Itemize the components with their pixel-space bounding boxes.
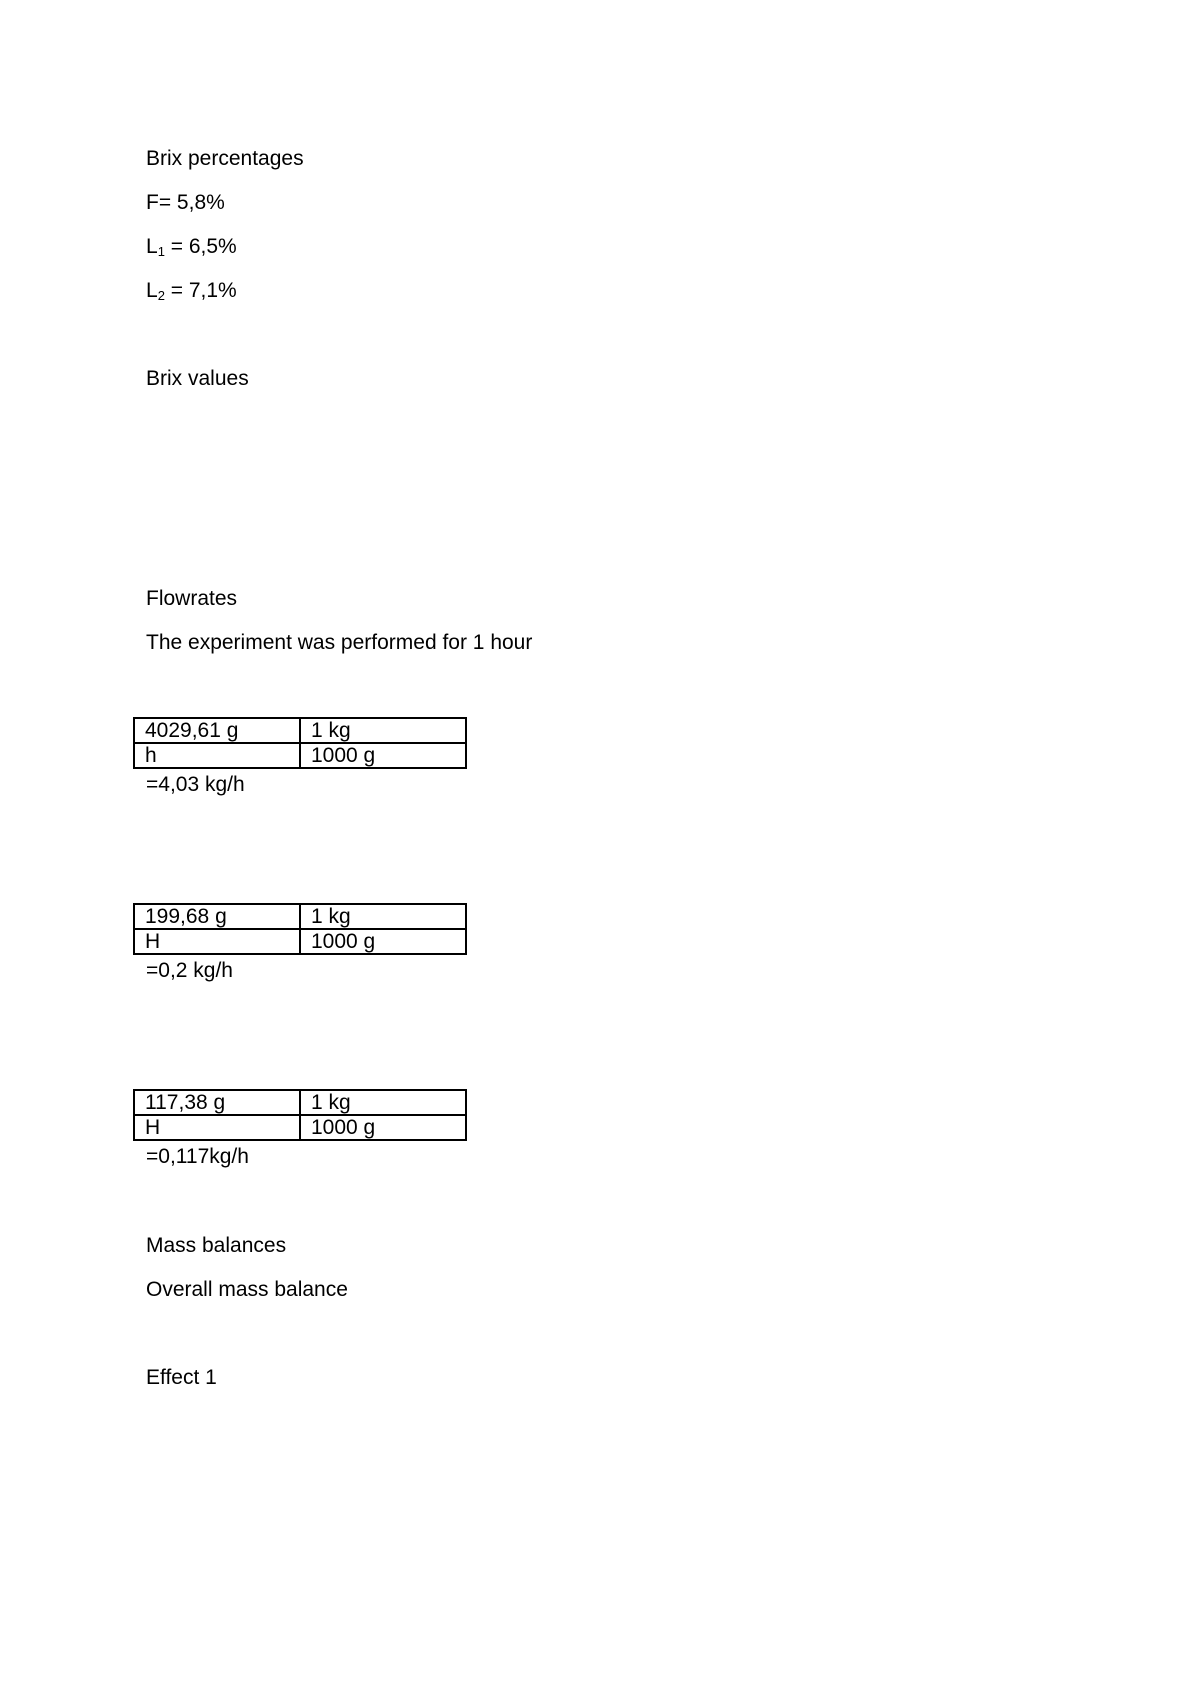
table-cell: 1000 g (300, 743, 466, 768)
table-cell: 199,68 g (134, 904, 300, 929)
brix-l1-value: = 6,5% (164, 235, 237, 258)
table-cell: H (134, 929, 300, 954)
table-cell: h (134, 743, 300, 768)
brix-l2-value: = 7,1% (164, 279, 237, 302)
brix-percentages-heading: Brix percentages (146, 147, 304, 170)
brix-l1-subscript: 1 (157, 244, 165, 259)
effect-1-heading: Effect 1 (146, 1366, 217, 1389)
brix-l2-subscript: 2 (157, 288, 165, 303)
mass-balances-heading: Mass balances (146, 1234, 287, 1257)
brix-l2-label: L (146, 279, 158, 302)
flowrates-description: The experiment was performed for 1 hour (146, 631, 533, 654)
brix-values-heading: Brix values (146, 367, 249, 390)
brix-f-value: = 5,8% (158, 191, 225, 214)
flowrate-calc-table-2 (133, 903, 467, 955)
table-cell: 1 kg (300, 904, 466, 929)
flowrate-calc-table-3 (133, 1089, 467, 1141)
brix-f-label: F (146, 191, 159, 214)
table-cell: 1000 g (300, 1115, 466, 1140)
brix-l2-line (146, 278, 237, 304)
table-row (134, 743, 466, 768)
flowrate-result-3: =0,117kg/h (146, 1145, 249, 1168)
table-row (134, 1115, 466, 1140)
table-cell: 1 kg (300, 1090, 466, 1115)
table-cell: 117,38 g (134, 1090, 300, 1115)
table-row (134, 929, 466, 954)
table-row (134, 1090, 466, 1115)
flowrate-result-1: =4,03 kg/h (146, 773, 245, 796)
flowrates-heading: Flowrates (146, 587, 238, 610)
table-cell: 1000 g (300, 929, 466, 954)
brix-l1-label: L (146, 235, 158, 258)
table-row (134, 904, 466, 929)
table-cell: 1 kg (300, 718, 466, 743)
flowrate-result-2: =0,2 kg/h (146, 959, 233, 982)
table-cell: 4029,61 g (134, 718, 300, 743)
flowrate-calc-table-1 (133, 717, 467, 769)
brix-l1-line (146, 234, 237, 260)
table-cell: H (134, 1115, 300, 1140)
table-row (134, 718, 466, 743)
overall-mass-balance-heading: Overall mass balance (146, 1278, 348, 1301)
brix-f-line (146, 190, 225, 216)
